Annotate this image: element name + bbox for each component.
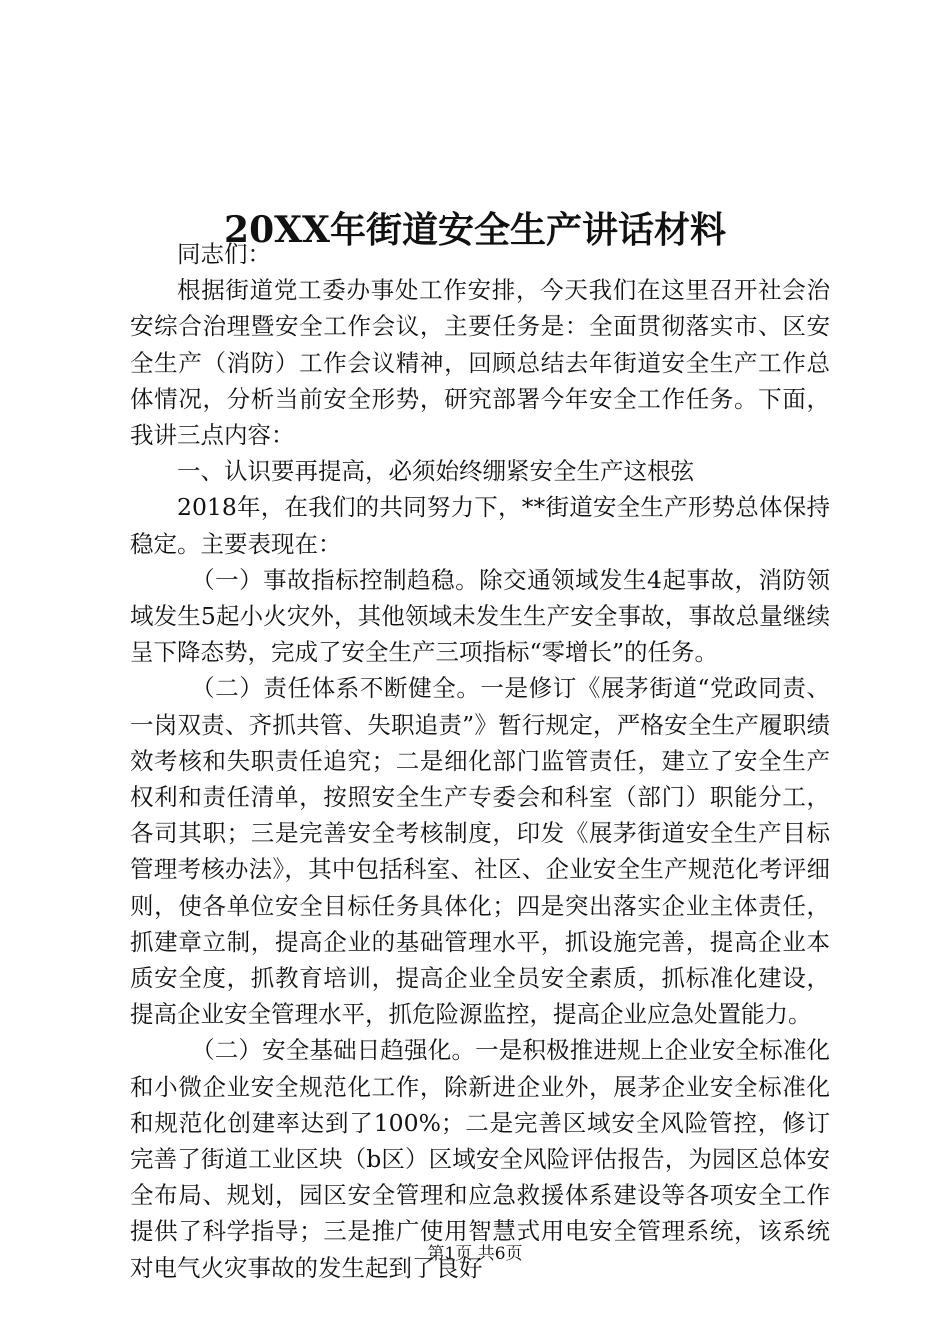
paragraph-2018-summary: 2018年，在我们的共同努力下，**街道安全生产形势总体保持稳定。主要表现在： — [130, 493, 830, 558]
paragraph-safety-foundation: （二）安全基础日趋强化。一是积极推进规上企业安全标准化和小微企业安全规范化工作，除新进企业外，展茅企业安全标准化和规范化创建率达到了100%；二是完善区域安全风险管控，修订完善了街道工业区块（b区）区域安全风险评估报告，为园区总体安全布局、规划，园区安全管理和应急救援体系建设等各项安全工作提供了科学指导；三是推广使用智慧式用电安全管理系统，该系统对电气火灾事故的发生起到了良好 — [130, 1036, 830, 1282]
page-footer: 第1页 共6页 — [427, 1244, 523, 1264]
section-heading-1: 一、认识要再提高，必须始终绷紧安全生产这根弦 — [177, 457, 694, 486]
paragraph-intro: 根据街道党工委办事处工作安排，今天我们在这里召开社会治安综合治理暨安全工作会议，主要任务是：全面贯彻落实市、区安全生产（消防）工作会议精神，回顾总结去年街道安全生产工作总体情况，分析当前安全形势，研究部署今年安全工作任务。下面，我讲三点内容： — [130, 276, 830, 450]
paragraph-accident-indicators: （一）事故指标控制趋稳。除交通领域发生4起事故，消防领域发生5起小火灾外，其他领域未发生生产安全事故，事故总量继续呈下降态势，完成了安全生产三项指标“零增长”的任务。 — [130, 565, 830, 667]
document-body — [130, 236, 830, 1286]
document-title: 20XX年街道安全生产讲话材料 — [224, 209, 726, 252]
paragraph-responsibility-system: （二）责任体系不断健全。一是修订《展茅街道“党政同责、一岗双责、齐抓共管、失职追责”》暂行规定，严格安全生产履职绩效考核和失职责任追究；二是细化部门监管责任，建立了安全生产权利和责任清单，按照安全生产专委会和科室（部门）职能分工，各司其职；三是完善安全考核制度，印发《展茅街道安全生产目标管理考核办法》，其中包括科室、社区、企业安全生产规范化考评细则，使各单位安全目标任务具体化；四是突出落实企业主体责任，抓建章立制，提高企业的基础管理水平，抓设施完善，提高企业本质安全度，抓教育培训，提高企业全员安全素质，抓标准化建设，提高企业安全管理水平，抓危险源监控，提高企业应急处置能力。 — [130, 674, 830, 1029]
salutation: 同志们： — [177, 240, 271, 268]
